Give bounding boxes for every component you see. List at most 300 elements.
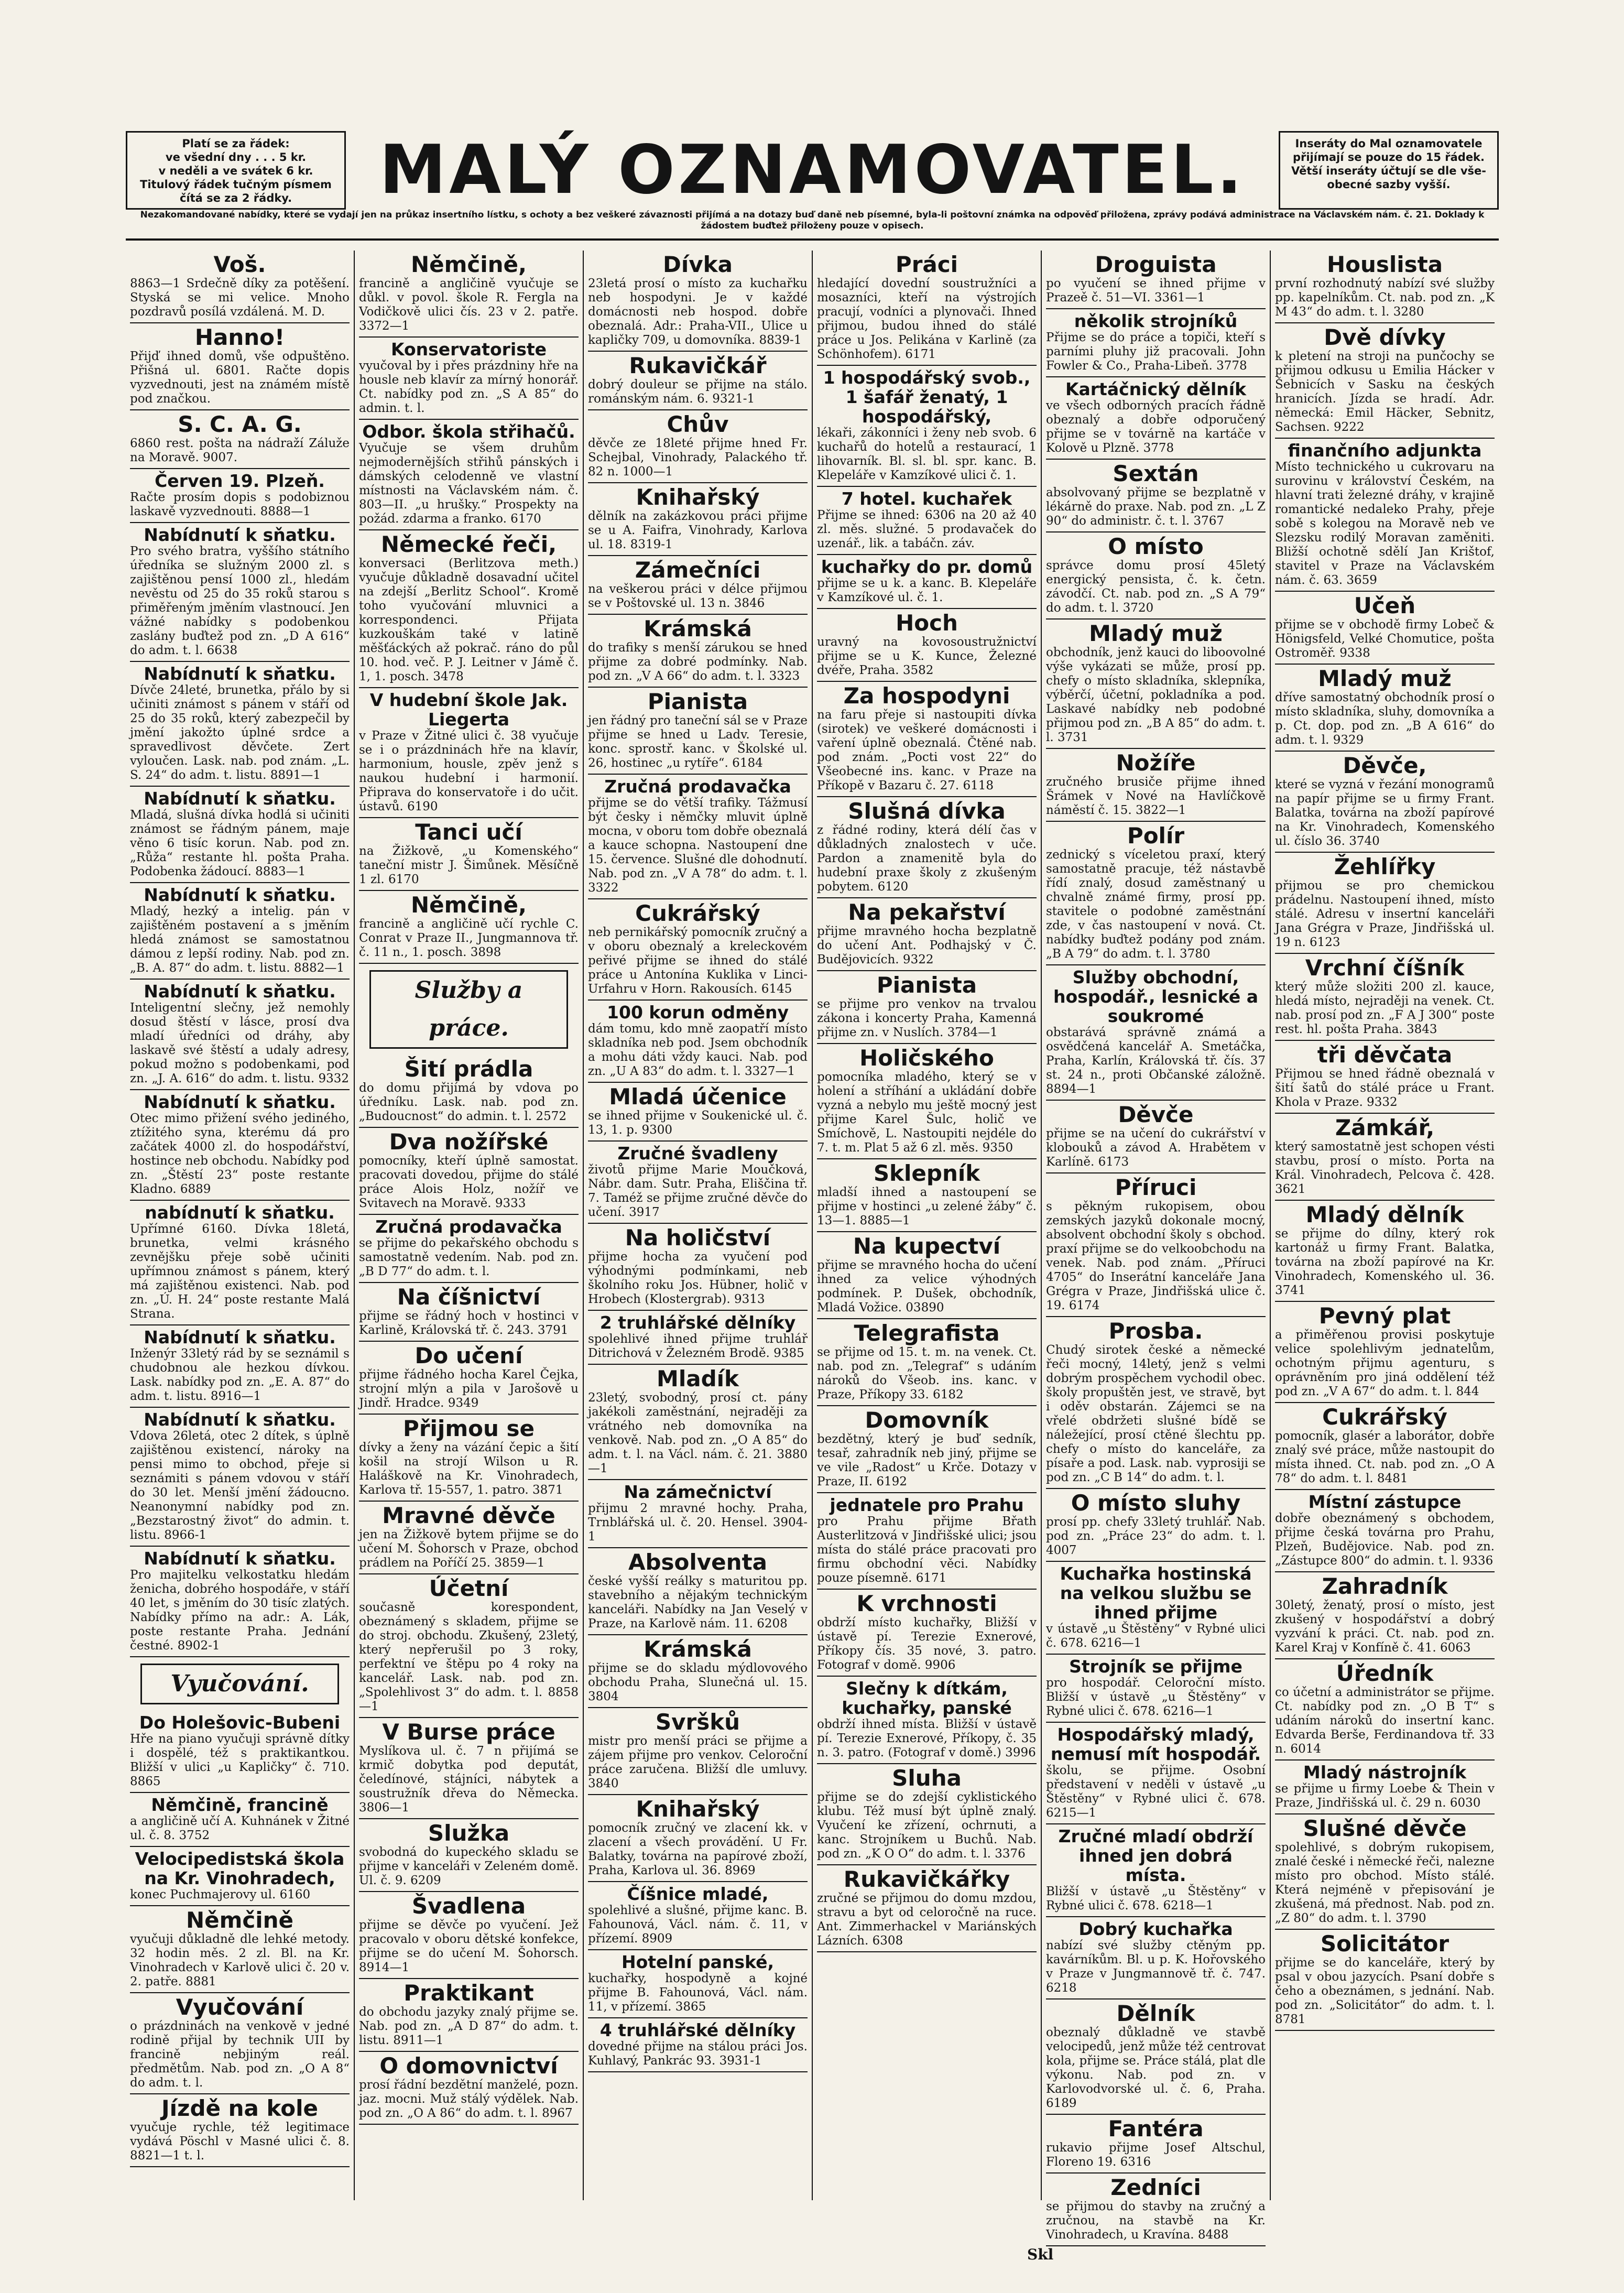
classified-ad: [1046, 749, 1266, 822]
ad-heading: Nožíře: [1116, 750, 1196, 776]
ad-heading: Sextán: [1113, 461, 1199, 486]
ad-body: spolehlivé a slušné, přijme kanc. B. Fahounová, Václ. nám. č. 11, v přízemí. 8909: [588, 1904, 808, 1946]
ad-body: zručného brusiče přijme ihned Šrámek v Nové na Havlíčkově náměstí č. 15. 3822—1: [1046, 775, 1266, 817]
classified-ad: [588, 899, 808, 1001]
classified-ad: [588, 556, 808, 615]
ad-heading: Červen 19. Plzeň.: [155, 471, 325, 491]
ad-heading: Zručné švadleny: [617, 1143, 778, 1164]
classified-ad: [1046, 251, 1266, 309]
classified-ad: [1046, 309, 1266, 377]
classified-ad: [1046, 460, 1266, 533]
ad-heading: Holičského: [859, 1045, 994, 1071]
ad-body: bezdětný, který je buď sedník, tesař, zahradník neb jiný, přijme se ve vile „Radost“ u Krče. Dotazy v Praze, II. 6192: [817, 1432, 1037, 1488]
ad-heading: Dobrý kuchařka: [1078, 1919, 1233, 1939]
ad-heading: Strojník se přijme: [1069, 1656, 1242, 1677]
ad-heading: Zručné mladí obdrží ihned jen dobrá místa.: [1058, 1826, 1254, 1885]
classified-ad: [588, 1083, 808, 1142]
classified-ad: [588, 775, 808, 899]
ad-heading: O místo: [1108, 534, 1204, 559]
ad-heading: Děvče,: [1343, 753, 1427, 778]
ad-heading: Nabídnutí k sňatku.: [144, 788, 336, 809]
ad-column: [1271, 251, 1499, 2200]
ad-heading: Houslista: [1326, 252, 1443, 277]
classified-ad: [588, 1950, 808, 2018]
classified-ad: [130, 410, 350, 469]
ad-heading: Rukavičkář: [629, 353, 767, 378]
classified-ad: [1046, 2115, 1266, 2174]
ad-heading: Přijmou se: [403, 1416, 535, 1441]
classified-ad: [588, 1548, 808, 1635]
ad-body: pomocník zručný ve zlacení kk. v zlacení a všech provádění. U Fr. Balatky, továrna na papírové zboží, Praha, Karlova ul. 36. 8969: [588, 1821, 808, 1877]
classified-ad: [1046, 2174, 1266, 2246]
ad-body: který samostatně jest schopen vésti stavbu, prosí o místo. Porta na Král. Vinohradech, Pelcova č. 428. 3621: [1275, 1140, 1495, 1196]
classified-ad: [817, 797, 1037, 898]
classified-ad: [817, 1865, 1037, 1952]
ad-body: o prázdninách na venkově v jedné rodině přijal by technik UII by francině nebjiným reál. předmětům. Nab. pod zn. „O A 8“ do adm. t. l.: [130, 2019, 350, 2090]
ad-body: přijmu 2 mravné hochy. Praha, Trnblářská ul. č. 20. Hensel. 3904-1: [588, 1502, 808, 1544]
classified-ad: [1046, 533, 1266, 620]
ad-body: 30letý, ženatý, prosí o místo, jest zkušený v hospodářství a dobrý vyzvání k práci. Ct. nab. pod zn. Karel Kraj v Konfíně č. 41. 6063: [1275, 1599, 1495, 1655]
classified-ad: [1046, 1101, 1266, 1173]
classified-ad: [130, 787, 350, 883]
ad-heading: Dělník: [1116, 2001, 1195, 2026]
classified-ad: [359, 1502, 579, 1574]
classified-ad: [1275, 1114, 1495, 1201]
ad-body: první rozhodnutý nabízí své služby pp. kapelníkům. Ct. nab. pod zn. „K M 43“ do adm. t. l. 3280: [1275, 277, 1495, 319]
ad-heading: Polír: [1127, 823, 1185, 849]
ad-body: a angličině učí A. Kuhnánek v Žitné ul. č. 8. 3752: [130, 1814, 350, 1842]
ad-heading: Solicitátor: [1320, 1931, 1449, 1957]
classified-ad: [1046, 1489, 1266, 1562]
ad-body: Místo technického u cukrovaru na surovinu v království Českém, na hlavní trati železné dráhy, v krajině romantické nedaleko Prahy, přeje sobě s kolegou na Moravě neb ve Slezsku rodilý Moravan zaměniti. Bližší ochotně sdělí Jan Krištof, stavitel v Praze na Václavském nám. č. 63. 3659: [1275, 460, 1495, 587]
ad-body: Račte prosím dopis s podobiznou laskavě vyzvednouti. 8888—1: [130, 491, 350, 518]
ad-heading: Němčině, francině: [151, 1795, 329, 1815]
ad-body: Inženýr 33letý rád by se seznámil s chudobnou ale hezkou dívkou. Lask. nabídky pod zn. „E. A. 87“ do adm. t. listu. 8916—1: [130, 1347, 350, 1403]
footer-mark: Skl: [1027, 2246, 1054, 2263]
ad-body: mistr pro menší práci se přijme a zájem přijme pro venkov. Celoroční práce zaručena. Bližší dle umluvy. 3840: [588, 1734, 808, 1790]
ad-heading: Droguista: [1095, 252, 1217, 277]
classified-ad: [588, 1708, 808, 1795]
classified-ad: [817, 1764, 1037, 1865]
classified-ad: [817, 682, 1037, 797]
ad-heading: V hudební škole Jak. Liegerta: [369, 690, 568, 730]
ad-body: dovedné přijme na stálou práci Jos. Kuhlavý, Pankrác 93. 3931-1: [588, 2040, 808, 2068]
ad-heading: Na číšnictví: [397, 1284, 541, 1310]
classified-ad: [588, 1224, 808, 1311]
ad-heading: Hoch: [896, 610, 958, 636]
ad-body: pomocníky, kteří úplně samostat. pracovati dovedou, přijme do stálé práce Alois Holz, nožíř ve Svitavech na Moravě. 9333: [359, 1154, 579, 1210]
ad-body: Chudý sirotek české a německé řeči mocný, 14letý, jenž s velmi dobrým prospěchem vychodil obec. školy propuštěn jest, ve stravě, byt i oděv obstarán. Zájemci se na vřelé obdržeti slušné bídě se náležející, prosí ctěné šlechtu pp. chefy o místo do kanceláře, za písaře a pod. Lask. nab. vyprosiji se pod zn. „C B 14“ do adm. t. l.: [1046, 1343, 1266, 1484]
ad-body: zručné se přijmou do domu mzdou, stravu a byt od celoročně na ruce. Ant. Zimmerhackel v Mariánských Lázních. 6308: [817, 1892, 1037, 1948]
ad-body: na Žižkově, „u Komenského“ taneční mistr J. Šimůnek. Měsíčně 1 zl. 6170: [359, 844, 579, 886]
classified-ad: [588, 1635, 808, 1708]
classified-ad: [1275, 1814, 1495, 1930]
ad-body: se přijme do pekařského obchodu s samostatně vedením. Nab. pod zn. „B D 77“ do adm. t. l.: [359, 1236, 579, 1278]
notice-text: Nezakomandované nabídky, které se vydají jen na průkaz insertního lístku, s ochoty a bez veškeré závaznosti přijímá a na dotazy buď daně neb písemné, byla-li poštovní známka na odpověď přiložena, zprávy podává administrace na Václavském nám. č. 21. Doklady k žádostem buďtež přiloženy pouze v opisech.: [140, 210, 1485, 231]
ad-body: obstarává správně známá a osvědčená kancelář A. Smetáčka, Praha, Karlín, Královská tř. čís. 37 st. 24 n., proti Občanské záložně. 8894—1: [1046, 1026, 1266, 1096]
ad-heading: 1 hospodářský svob., 1 šafář ženatý, 1 hospodářský,: [823, 367, 1031, 427]
classified-ad: [817, 898, 1037, 971]
classified-ad: [588, 483, 808, 556]
ad-heading: Sluha: [892, 1765, 962, 1791]
ad-body: ve všech odborných pracích řádně obeznalý a dobře odporučený přijme se v továrně na kartáče v Kolově u Plzně. 3778: [1046, 399, 1266, 455]
classified-ad: [588, 410, 808, 483]
ad-body: Pro svého bratra, vyššího státního úředníka se služným 2000 zl. s zajištěnou pensí 1000 zl., hledám nevěstu od 25 do 35 roků starou s přiměřeným jměním vlastnoucí. Jen vážné nabídky s podobenkou zaslány buďtež pod zn. „D A 616“ do adm. t. l. 6638: [130, 545, 350, 657]
ad-heading: V Burse práce: [382, 1719, 555, 1745]
ad-body: v ústavě „u Štěstěny“ v Rybné ulici č. 678. 6216—1: [1046, 1622, 1266, 1650]
classified-ad: [817, 1677, 1037, 1764]
ad-body: francině a angličině vyučuje se důkl. v povol. škole R. Fergla na Vodičkově ulici čís. 23 v 2. patře. 3372—1: [359, 277, 579, 333]
ad-heading: Voš.: [213, 252, 266, 277]
ad-heading: Na pekařství: [848, 899, 1006, 925]
ad-body: jen řádný pro taneční sál se v Praze přijme se hned u Ladv. Teresie, konc. sprostř. kanc. v Školské ul. 26, hostinec „u rytíře“. 6184: [588, 714, 808, 770]
classified-ad: [359, 251, 579, 338]
ad-body: Dívče 24leté, brunetka, přálo by si učiniti známost s pánem v stáří od 25 do 35 roků, který zabezpečil by jmění jakožto úplné srdce a spravedlivost děvčete. Zert vyloučen. Lask. nab. pod znám. „L. S. 24“ do adm. t. listu. 8891—1: [130, 683, 350, 782]
ad-body: Vyučuje se všem druhům nejmodernějších střihů pánských i dámských celodenně ve vlastní místnosti na Václavském nám. č. 803—II. „u hrušky.“ Prospekty na požád. zdarma a franko. 6170: [359, 441, 579, 526]
ad-heading: Knihařský: [636, 1796, 760, 1822]
ad-heading: několik strojníků: [1074, 311, 1238, 331]
ad-body: konec Puchmajerovy ul. 6160: [130, 1888, 311, 1901]
ad-heading: S. C. A. G.: [178, 411, 302, 437]
ad-column: [126, 251, 355, 2200]
ad-heading: Hotelní panské,: [621, 1952, 775, 1972]
ad-body: přijme se do zdejší cyklistického klubu. Též musí být úplně znalý. Vyučení ke zřízení, ochrnuti, a kanc. Strojníkem u Buchů. Nab. pod zn. „K O O“ do adm. t. l. 3376: [817, 1790, 1037, 1861]
ad-heading: Příruci: [1115, 1175, 1197, 1200]
classified-ad: [817, 1406, 1037, 1493]
ad-heading: Knihařský: [636, 484, 760, 510]
classified-ad: [359, 1342, 579, 1415]
classified-ad: [817, 609, 1037, 682]
ad-heading: Cukrářský: [635, 900, 760, 926]
ad-body: Mladý, hezký a intelig. pán v zajištěném postavení a s jměním hledá známost se samostatnou dámou z lepší rodiny. Nab. pod zn. „B. A. 87“ do adm. t. listu. 8882—1: [130, 905, 350, 975]
ad-body: pomocník, glasér a laborátor, dobře znalý své práce, může nastoupit do místa ihned. Ct. nab. pod zn. „O A 78“ do adm. t. l. 8481: [1275, 1429, 1495, 1485]
ad-body: vyučuje rychle, též legitimace vydává Pöschl v Masné ulici č. 8. 8821—1 t. l.: [130, 2121, 350, 2162]
classified-ad: [817, 251, 1037, 366]
classified-ad: [1046, 1917, 1266, 1999]
classified-ad: [359, 1055, 579, 1128]
classified-ad: [1046, 1317, 1266, 1489]
classified-ad: [1046, 1723, 1266, 1824]
classified-ad: [1046, 620, 1266, 749]
ad-heading: Na kupectví: [853, 1233, 1001, 1259]
ad-body: nabízí své služby ctěným pp. kavárníkům. Bl. u p. K. Hořovského v Praze v Jungmannově tř. č. 747. 6218: [1046, 1939, 1266, 1995]
classified-ad: [1275, 1403, 1495, 1490]
classified-ad: [817, 366, 1037, 487]
ad-body: mladší ihned a nastoupení se přijme v hostinci „u zelené žáby“ č. 13—1. 8885—1: [817, 1186, 1037, 1227]
classified-ad: [1046, 1999, 1266, 2115]
ad-body: svobodná do kupeckého skladu se přijme v kanceláři v Zeleném domě. Ul. č. 9. 6209: [359, 1845, 579, 1887]
classified-ad: [588, 1142, 808, 1224]
classified-ad: [1046, 822, 1266, 965]
ad-body: přijme se u k. a kanc. B. Klepeláře v Kamzíkové ul. č. 1.: [817, 577, 1037, 604]
classified-ad: [588, 1001, 808, 1083]
classified-ad: [359, 1718, 579, 1819]
ad-body: Inteligentní slečny, jež nemohly dosud štěstí v lásce, prosí dva mladí úředníci od dráhy, aby laskavě své štěstí a udaly adresy, pokud možno s podobenkami, pod zn. „J. A. 616“ do adm. t. listu. 9332: [130, 1001, 350, 1085]
ad-heading: Domovník: [865, 1407, 989, 1433]
classified-ad: [817, 555, 1037, 609]
ad-body: přijme řádného hocha Karel Čejka, strojní mlýn a pila v Jarošově u Jindř. Hradce. 9349: [359, 1368, 579, 1410]
ad-heading: Němčině,: [410, 892, 527, 918]
ad-heading: Šití prádla: [404, 1056, 533, 1082]
ad-heading: Odbor. škola střihačů.: [362, 421, 575, 442]
ad-heading: Mladík: [657, 1366, 739, 1392]
classified-ad: [130, 251, 350, 323]
ad-heading: Úředník: [1336, 1660, 1434, 1686]
classified-ad: [1275, 1930, 1495, 2031]
classified-ad: [359, 891, 579, 964]
classified-ad: [1275, 954, 1495, 1041]
ad-heading: Slečny k dítkám, kuchařky, panské: [842, 1678, 1012, 1718]
ad-columns: [126, 251, 1499, 2242]
ad-heading: Cukrářský: [1322, 1404, 1447, 1430]
ad-body: děvče ze 18leté přijme hned Fr. Schejbal, Vinohrady, Palackého tř. 82 n. 1000—1: [588, 437, 808, 479]
ad-heading: Slušná dívka: [848, 798, 1006, 824]
classified-ad: [1275, 251, 1495, 323]
ad-heading: 4 truhlářské dělníky: [600, 2020, 796, 2040]
info-line: Inseráty do Mal oznamovatele: [1295, 137, 1483, 150]
ad-body: Mladá, slušná dívka hodlá si učiniti známost se řádným pánem, maje věno 6 tisíc korun. Nab. pod zn. „Růža“ restante hl. pošta Praha. Podobenka žádoucí. 8883—1: [130, 808, 350, 878]
ad-body: Bližší v ústavě „u Štěstěny“ v Rybné ulici č. 678. 6218—1: [1046, 1885, 1266, 1912]
classified-ad: [588, 615, 808, 688]
classified-ad: [130, 523, 350, 662]
ad-heading: Dvě dívky: [1324, 324, 1446, 350]
ad-body: absolvovaný přijme se bezplatně v lékárně do praxe. Nab. pod zn. „L Z 90“ do administr. č. t. l. 3767: [1046, 486, 1266, 528]
ad-body: přijmou se pro chemickou prádelnu. Nastoupení ihned, místo stálé. Adresu v insertní kanceláři Jana Grégra v Praze, Jindřišská ul. 19 n. 6123: [1275, 879, 1495, 949]
ad-body: přijme se děvče po vyučení. Jež pracovalo v oboru dětské konfekce, přijme se do učení M. Šohorsch. 8914—1: [359, 1918, 579, 1974]
classified-ad: [817, 1232, 1037, 1319]
ad-heading: Dva nožířské: [389, 1129, 549, 1155]
ad-heading: Nabídnutí k sňatku.: [144, 981, 336, 1002]
classified-ad: [130, 323, 350, 410]
ad-heading: Svršků: [655, 1709, 740, 1735]
classified-ad: [1275, 752, 1495, 853]
ad-heading: 2 truhlářské dělníky: [600, 1312, 796, 1333]
ad-body: do domu přijímá by vdova po úředníku. Lask. nab. pod zn. „Budoucnost“ do admin. t. l. 2572: [359, 1081, 579, 1123]
ad-heading: Do učení: [415, 1343, 523, 1368]
ad-body: a přiměřenou provisi poskytuje velice spolehlivým jednatelům, ochotným přijmu agenturu, s oprávněním pro jiná oddělení též pod zn. „V A 67“ do adm. t. l. 844: [1275, 1328, 1495, 1398]
classified-ad: [130, 1906, 350, 1993]
ad-body: spolehlivé ihned přijme truhlář Ditrichová v Železném Brodě. 9385: [588, 1332, 808, 1360]
ad-body: dobrý douleur se přijme na stálo. románským nám. 6. 9321-1: [588, 378, 808, 406]
classified-ad: [1275, 665, 1495, 752]
ad-body: pro Prahu přijme Břath Austerlitzová v Jindřišské ulici; jsou místa do stálé práce pracovati pro firmu obchodní věci. Nabídky pouze písemně. 6171: [817, 1515, 1037, 1585]
header-rule: [126, 238, 1499, 241]
classified-ad: [359, 338, 579, 420]
ad-heading: Pevný plat: [1318, 1303, 1451, 1329]
ad-body: které se vyzná v řezání monogramů na papír přijme se u firmy Frant. Balatka, továrna na zboží papírové na Kr. Vinohradech, Komenského ul. číslo 36. 3740: [1275, 778, 1495, 848]
ad-body: Pro majitelku velkostatku hledám ženicha, dobrého hospodáře, v stáří 40 let, s jměním do 30 tisíc zlatých. Nabídky přímo na adr.: A. Lák, poste restante Praha. Jednání čestné. 8902-1: [130, 1568, 350, 1653]
ad-heading: Za hospodyni: [843, 683, 1010, 709]
ad-body: na faru přeje si nastoupiti dívka (sirotek) ve veškeré domácnosti i vaření úplně obeznalá. Čtěné nab. pod znám. „Pocti vost 22“ do Všeobecné ins. kanc. v Praze na Příkopě v Bazaru č. 27. 6118: [817, 708, 1037, 792]
ad-body: obdrží místo kuchařky, Bližší v ústavě pí. Terezie Exnerové, Příkopy čís. 35 nové, 3. patro. Fotograf v domě. 9906: [817, 1616, 1037, 1672]
ad-heading: kuchařky do pr. domů: [821, 557, 1033, 577]
classified-ad: [130, 1325, 350, 1408]
page-title: MALÝ OZNAMOVATEL.: [379, 131, 1246, 209]
classified-ad: [1275, 592, 1495, 665]
classified-ad: [1275, 1041, 1495, 1114]
price-line: Titulový řádek tučným písmem: [140, 178, 332, 191]
section-frame: Služby a práce.: [369, 970, 568, 1049]
classified-ad: [130, 1793, 350, 1847]
classified-ad: [1275, 1572, 1495, 1659]
classified-ad: [359, 530, 579, 688]
ad-heading: Mladý dělník: [1305, 1202, 1464, 1227]
price-box: [126, 131, 346, 210]
classified-ad: [588, 251, 808, 352]
ad-body: 23letá prosí o místo za kuchařku neb hospodyni. Je v každé domácnosti neb hospod. dobře obeznalá. Adr.: Praha-VII., Ulice u kapličky 709, u domovníka. 8839-1: [588, 277, 808, 347]
ad-body: vyučoval by i přes prázdniny hře na housle neb klavír za mírný honorář. Ct. nabídky pod zn. „S A 85“ do admin. t. l.: [359, 359, 579, 415]
ad-body: rukavio přijme Josef Altschul, Floreno 19. 6316: [1046, 2141, 1266, 2169]
ad-body: Přijď ihned domů, vše odpuštěno. Přišná ul. 6801. Račte dopis vyzvednouti, jest na známém místě pod značkou.: [130, 350, 350, 406]
ad-body: který může složiti 200 zl. kauce, hledá místo, nejraději na venek. Ct. nab. prosí pod zn. „F A J 300“ poste rest. hl. pošta Praha. 3843: [1275, 980, 1495, 1036]
classified-ad: [1275, 439, 1495, 592]
classified-ad: [359, 1283, 579, 1342]
ad-heading: Práci: [895, 252, 958, 277]
ad-heading: Krámská: [644, 616, 752, 642]
classified-ad: [1275, 1201, 1495, 1302]
ad-heading: Švadlena: [411, 1893, 526, 1919]
ad-body: školu, se přijme. Osobní představení v neděli v ústavě „u Štěstěny“ v Rybné ulici č. 678. 6215—1: [1046, 1764, 1266, 1820]
ad-heading: Vrchní číšník: [1305, 955, 1465, 981]
classified-ad: [130, 980, 350, 1090]
classified-ad: [359, 1892, 579, 1979]
ad-heading: Pianista: [876, 972, 977, 998]
ad-heading: Účetní: [429, 1575, 509, 1601]
ad-body: Upřímné 6160. Dívka 18letá, brunetka, velmi krásného zevnějšku přeje sobě učiniti upřímnou známost s pánem, který má zajištěnou existenci. Nab. pod zn. „Ú. H. 24“ poste restante Malá Strana.: [130, 1222, 350, 1321]
ad-body: konversaci (Berlitzova meth.) vyučuje důkladně dosavadní učitel na zdejší „Berlitz School“. Kromě toho vyučování mluvnici a korrespondenci. Přijata kuzkouškám také v latině měšťáckých až pokrač. ráno do půl 10. hod. več. P. J. Leitner v Jámě č. 1, 1. posch. 3478: [359, 557, 579, 683]
ad-heading: Na holičství: [625, 1225, 771, 1251]
ad-body: přijme hocha za vyučení pod výhodnými podmínkami, neb školního roku Jos. Hübner, holič v Hrobech (Klostergrab). 9313: [588, 1250, 808, 1306]
ad-body: jen na Žižkově bytem přijme se do učení M. Šohorsch v Praze, obchod prádlem na Poříčí 25. 3859—1: [359, 1528, 579, 1570]
ad-body: prosí řádní bezdětní manželé, pozn. jaz. mocni. Muž stálý výdělek. Nab. pod zn. „O A 86“ do adm. t. l. 8967: [359, 2078, 579, 2120]
ad-heading: Nabídnutí k sňatku.: [144, 525, 336, 545]
ad-body: správce domu prosí 45letý energický pensista, č. k. četn. závodčí. Ct. nab. pod zn. „S A 79“ do adm. t. l. 3720: [1046, 559, 1266, 615]
ad-body: pro hospodář. Celoroční místo. Bližší v ústavě „u Štěstěny“ v Rybné ulici č. 678. 6216—1: [1046, 1676, 1266, 1718]
ad-heading: Mladý muž: [1089, 621, 1223, 646]
ad-body: s pěkným rukopisem, obou zemských jazyků dokonale mocný, absolvent obchodní školy s obchod. praxí přijme se do velkoobchodu na venek. Nab. pod znám. „Příruci 4705“ do Inserátní kanceláře Jana Grégra v Praze, Jindřišská ulice č. 19. 6174: [1046, 1200, 1266, 1312]
ad-body: obchodník, jenž kauci do liboovolné výše vykázati se může, prosí pp. chefy o místo skladníka, sklepníka, výběrčí, účetní, pokladníka a pod. Laskavé nabídky neb podobné přijmou pod zn. „B A 85“ do adm. t. l. 3731: [1046, 646, 1266, 744]
ad-body: Myslíkova ul. č. 7 n přijímá se krmič dobytka pod deputát, čeledínové, stájníci, nábytek a soustružník dřeva do Německa. 3806—1: [359, 1744, 579, 1814]
classified-ad: [130, 1711, 350, 1793]
ad-body: přijme mravného hocha bezplatně do učení Ant. Podhajský v Č. Budějovicích. 9322: [817, 925, 1037, 966]
ad-body: po vyučení se ihned přijme v Prazeě č. 51—VI. 3361—1: [1046, 277, 1266, 305]
classified-ad: [1275, 1760, 1495, 1814]
classified-ad: [359, 1128, 579, 1215]
ad-heading: Rukavičkářky: [843, 1866, 1010, 1892]
ad-heading: Tanci učí: [415, 819, 522, 845]
ad-body: dříve samostatný obchodník prosí o místo skladníka, sluhy, domovníka a p. Ct. dop. pod zn. „B A 616“ do adm. t. l. 9329: [1275, 691, 1495, 747]
classified-ad: [588, 1365, 808, 1480]
ad-body: kuchařky, hospodyně a kojné přijme B. Fahounová, Václ. nám. 11, v přízemí. 3865: [588, 1972, 808, 2014]
ad-heading: Jízdě na kole: [161, 2095, 319, 2121]
classified-ad: [817, 971, 1037, 1044]
classified-ad: [588, 352, 808, 410]
classified-ad: [1275, 1490, 1495, 1572]
ad-heading: Dívka: [663, 252, 733, 277]
ad-heading: Do Holešovic-Bubeni: [139, 1712, 341, 1733]
classified-ad: [817, 1044, 1037, 1159]
classified-ad: [130, 883, 350, 980]
classified-ad: [359, 1415, 579, 1502]
ad-heading: Na zámečnictví: [624, 1482, 772, 1502]
ad-heading: K vrchnosti: [856, 1591, 997, 1616]
classified-ad: [588, 1882, 808, 1950]
info-line: Větší inseráty účtují se dle vše-: [1291, 165, 1486, 177]
ad-heading: 100 korun odměny: [607, 1002, 789, 1023]
ad-heading: 7 hotel. kuchařek: [841, 488, 1012, 509]
ad-heading: Praktikant: [404, 1980, 534, 2006]
classified-ad: [1046, 1824, 1266, 1917]
ad-body: Otec mimo přižení svého jediného, ztížitého syna, kterému dá pro začátek 4000 zl. do hospodářství, hostince neb obchodu. Nabídky pod zn. „Štěstí 23“ poste restante Kladno. 6889: [130, 1112, 350, 1196]
classified-ad: [1046, 1655, 1266, 1723]
classified-ad: [1046, 965, 1266, 1101]
classified-ad: [1275, 1302, 1495, 1403]
ad-heading: Služka: [428, 1820, 510, 1846]
ad-body: přijme se do skladu mýdlovového obchodu Praha, Slunečná ul. 15. 3804: [588, 1661, 808, 1703]
ad-body: pomocníka mladého, který se v holení a stříhání a ukládání dobře vyzná a nebylo mu ještě mocný jest přijme Karel Šulc, holič ve Smíchově, L. Nastoupiti nejdéle do 7. t. m. Plat 5 až 6 zl. měs. 9350: [817, 1070, 1037, 1155]
ad-heading: Mravné děvče: [382, 1503, 555, 1528]
classified-ad: [130, 1201, 350, 1325]
ad-body: 6860 rest. pošta na nádraží Záluže na Moravě. 9007.: [130, 437, 350, 464]
ad-heading: Němčině,: [410, 252, 527, 277]
ad-heading: O domovnictví: [379, 2053, 558, 2079]
ad-body: dám tomu, kdo mně zaopatří místo skladníka neb pod. Jsem obchodník a mohu dáti vždy kauci. Nab. pod zn. „U A 83“ do adm. t. l. 3327—1: [588, 1022, 808, 1078]
ad-heading: Němčině: [186, 1907, 294, 1933]
ad-body: vyučuji důkladně dle lehké metody. 32 hodin měs. 2 zl. Bl. na Kr. Vinohradech v Karlově ulici č. 20 v. 2. patře. 8881: [130, 1932, 350, 1988]
ad-body: dobře obeznámený s obchodem, přijme česká továrna pro Prahu, Plzeň, Budějovice. Nab. pod zn. „Zástupce 800“ do admin. t. l. 9336: [1275, 1512, 1495, 1568]
info-line: přijímají se pouze do 15 řádek.: [1292, 151, 1485, 164]
ad-heading: Zámkář,: [1335, 1115, 1435, 1140]
classified-ad: [130, 469, 350, 523]
ad-heading: Učeň: [1354, 593, 1416, 618]
classified-ad: [1046, 377, 1266, 460]
ad-heading: Krámská: [644, 1636, 752, 1662]
ad-heading: Hospodářský mladý, nemusí mít hospodář.: [1050, 1724, 1261, 1764]
ad-heading: jednatele pro Prahu: [830, 1495, 1024, 1515]
price-line: čítá se za 2 řádky.: [179, 192, 292, 204]
ad-column: [355, 251, 584, 2200]
classified-ad: [1046, 1173, 1266, 1317]
ad-body: se přijme do dílny, který rok kartonáž u firmy Frant. Balatka, továrna na zboží papírové na Kr. Vinohradech, Komenského ul. 36. 3741: [1275, 1227, 1495, 1297]
ad-heading: finančního adjunkta: [1288, 440, 1482, 461]
classified-ad: [359, 1574, 579, 1718]
ad-heading: Kuchařka hostinská na velkou službu se ihned přijme: [1060, 1563, 1252, 1623]
ad-body: francině a angličině učí rychle C. Conrat v Praze II., Jungmannova tř. č. 11 n., 1. posch. 3898: [359, 917, 579, 959]
masthead: [126, 131, 1499, 215]
ad-heading: Sklepník: [873, 1160, 980, 1186]
ad-body: životů přijme Marie Moučková, Nábr. dam. Sutr. Praha, Eliščina tř. 7. Taméž se přijme zručné děvče do učení. 3917: [588, 1163, 808, 1219]
ad-heading: Mladá účenice: [609, 1084, 787, 1110]
ad-body: přijme se řádný hoch v hostinci v Karlině, Královská tř. č. 243. 3791: [359, 1309, 579, 1337]
ad-body: přijme se do větší trafiky. Tážmusí být česky i němčky mluvit úplně mocna, v oboru tom dobře obeznalá a kauce schopna. Nastoupení dne 15. července. Slušné dle dohodnutí. Nab. pod zn. „V A 78“ do adm. t. l. 3322: [588, 796, 808, 895]
ad-heading: Chův: [667, 411, 729, 437]
ad-body: přijme se do kanceláře, který by psal v obou jazycích. Psaní dobře s čeho a obeznámen, s jednání. Nab. pod zn. „Solicitátor“ do adm. t. l. 8781: [1275, 1956, 1495, 2026]
classified-ad: [817, 1319, 1037, 1406]
ad-body: současně korespondent, obeznámený s skladem, přijme se do stroj. obchodu. Zkušený, 23letý, který nepřerušil po 3 roky, perfektní ve štěpu po 4 roky na kancelář. Lask. nab. pod zn. „Spolehlivost 3“ do adm. t. l. 8858—1: [359, 1601, 579, 1713]
ad-heading: Číšnice mladé,: [627, 1884, 769, 1904]
ad-heading: Nabídnutí k sňatku.: [144, 1092, 336, 1112]
ad-body: lékaři, zákonníci i ženy neb svob. 6 kuchařů do hotelů a restaurací, 1 lihovarník. Bl. sl. bl. spr. kanc. B. Klepeláře v Kamzíkové ulici č. 1.: [817, 426, 1037, 482]
classified-ad: [130, 1090, 350, 1201]
ad-body: do trafiky s menší zárukou se hned přijme za dobré podmínky. Nab. pod zn. „V A 66“ do adm. t. l. 3323: [588, 641, 808, 683]
ad-body: spolehlivé, s dobrým rukopisem, znalé české i německé řeči, nalezne místo pro obchod. Místo stálé. Která nejméně v přepisování je zkušená, má přednost. Nab. pod zn. „Z 80“ do adm. t. l. 3790: [1275, 1841, 1495, 1925]
classified-ad: [817, 487, 1037, 555]
ad-body: obeznalý důkladně ve stavbě velocipedů, jenž může též centrovat kola, přijme se. Práce stálá, plat dle výkonu. Nab. pod zn. v Karlovodvorské ul. č. 6, Praha. 6189: [1046, 2026, 1266, 2110]
classified-ad: [588, 1480, 808, 1548]
ad-heading: Nabídnutí k sňatku.: [144, 1327, 336, 1347]
classified-ad: [359, 2052, 579, 2125]
classified-ad: [130, 1408, 350, 1547]
